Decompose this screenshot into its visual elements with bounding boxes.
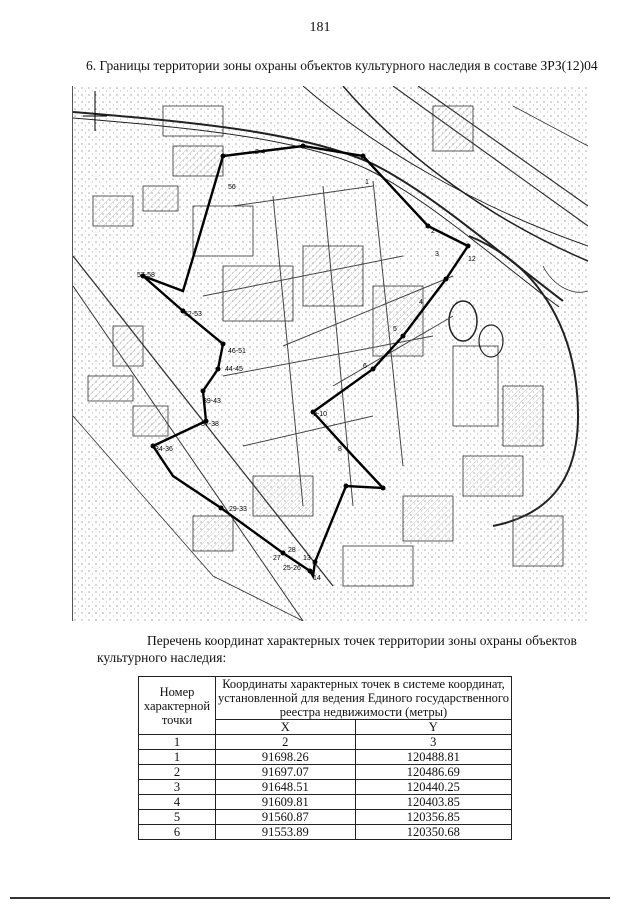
- point-number: 3: [139, 780, 216, 795]
- point-label: 39-43: [203, 398, 221, 405]
- point-label: 52-53: [184, 311, 202, 318]
- point-number: 5: [139, 810, 216, 825]
- table-row: [139, 780, 512, 795]
- caption-line-2: культурного наследия:: [97, 650, 227, 665]
- table-row: [139, 825, 512, 840]
- coord-y: 120350.68: [355, 825, 511, 840]
- point-number: 2: [139, 765, 216, 780]
- coord-y: 120403.85: [355, 795, 511, 810]
- point-label: 5: [393, 326, 397, 333]
- coord-y: 120440.25: [355, 780, 511, 795]
- point-label: 44-45: [225, 366, 243, 373]
- coordinates-table: [138, 676, 512, 840]
- point-label: 4: [419, 299, 423, 306]
- column-index: 3: [355, 735, 511, 750]
- section-heading: 6. Границы территории зоны охраны объектов культурного наследия в составе ЗРЗ(12)04: [86, 58, 598, 73]
- coord-x: 91609.81: [216, 795, 356, 810]
- caption-line-1: Перечень координат характерных точек территории зоны охраны объектов: [147, 633, 577, 648]
- point-label: 3: [435, 251, 439, 258]
- site-map: [72, 86, 588, 621]
- point-label: 37-38: [201, 421, 219, 428]
- point-label: 28: [288, 547, 296, 554]
- header-point-number: Номер характерной точки: [139, 677, 216, 735]
- point-label: 56: [228, 184, 236, 191]
- header-y: Y: [355, 720, 511, 735]
- point-label: 27: [273, 555, 281, 562]
- coord-x: 91560.87: [216, 810, 356, 825]
- coord-y: 120486.69: [355, 765, 511, 780]
- point-label: 46-51: [228, 348, 246, 355]
- point-label: 2: [431, 228, 435, 235]
- point-label: 9-10: [313, 411, 328, 418]
- point-label: 1: [365, 179, 369, 186]
- table-row: [139, 810, 512, 825]
- map-drawing: [73, 86, 588, 621]
- point-label: 14: [313, 575, 321, 582]
- point-label: 25-26: [283, 565, 301, 572]
- point-number: 4: [139, 795, 216, 810]
- point-label: 29-33: [229, 506, 247, 513]
- coord-x: 91698.26: [216, 750, 356, 765]
- footer-divider: [10, 897, 610, 899]
- point-number: 6: [139, 825, 216, 840]
- table-caption: [97, 632, 577, 666]
- table-row: [139, 750, 512, 765]
- coord-y: 120488.81: [355, 750, 511, 765]
- point-label: 12: [468, 256, 476, 263]
- table-row: [139, 795, 512, 810]
- coord-x: 91553.89: [216, 825, 356, 840]
- coord-y: 120356.85: [355, 810, 511, 825]
- coord-x: 91697.07: [216, 765, 356, 780]
- column-index: 2: [216, 735, 356, 750]
- point-label: 57-58: [137, 272, 155, 279]
- header-x: X: [216, 720, 356, 735]
- coord-x: 91648.51: [216, 780, 356, 795]
- header-coordinates: Координаты характерных точек в системе координат, установленной для ведения Единого государственного реестра недвижимости (метры): [216, 677, 512, 720]
- point-label: 8: [338, 446, 342, 453]
- point-number: 1: [139, 750, 216, 765]
- column-index: 1: [139, 735, 216, 750]
- point-label: 34-36: [155, 446, 173, 453]
- point-label: 13: [303, 555, 311, 562]
- point-label: 2-4: [255, 149, 266, 156]
- page-number: 181: [309, 20, 331, 35]
- table-row: [139, 765, 512, 780]
- point-label: 6: [363, 363, 367, 370]
